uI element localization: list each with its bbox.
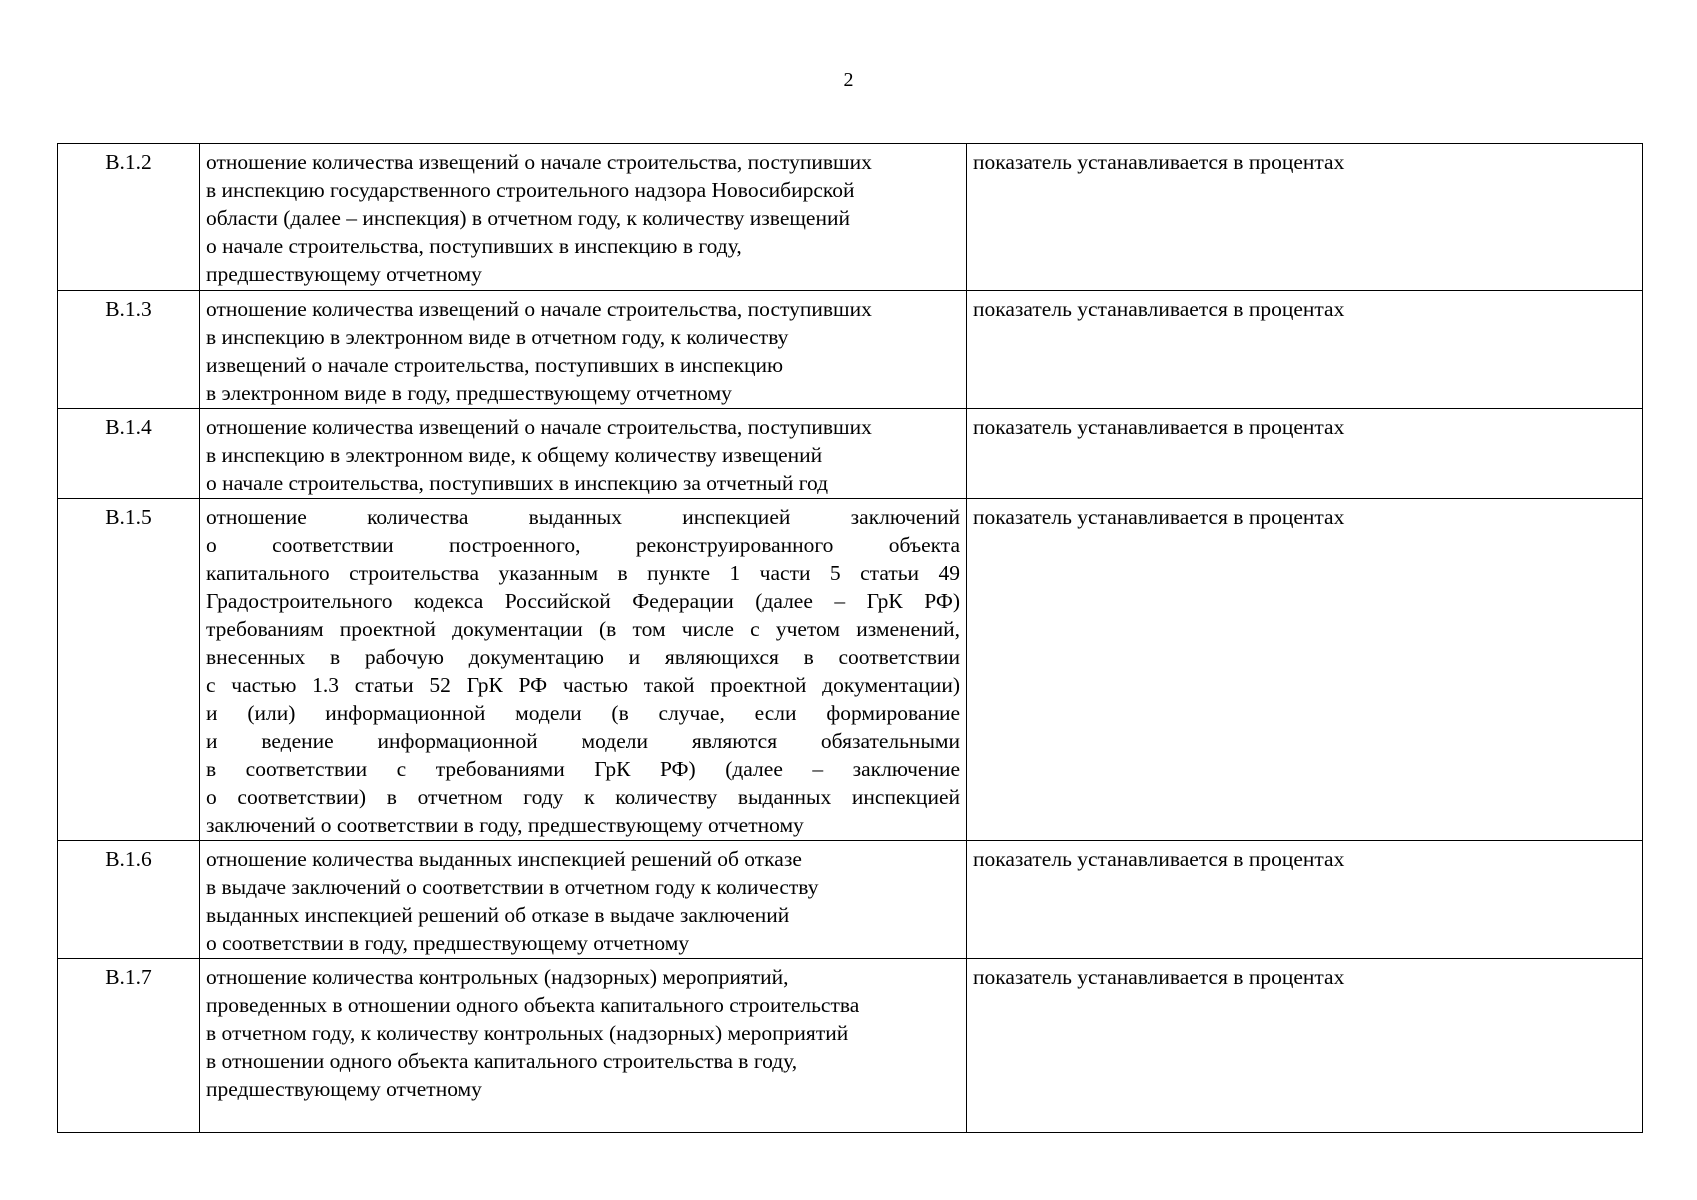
indicator-unit: показатель устанавливается в процентах <box>967 959 1643 1133</box>
indicator-description <box>200 291 967 409</box>
description-line: в выдаче заключений о соответствии в отчетном году к количеству <box>206 875 819 899</box>
description-line: отношение количества извещений о начале строительства, поступивших <box>206 415 872 439</box>
description-line: внесенных в рабочую документацию и являющихся в соответствии <box>206 645 960 669</box>
table-row <box>58 499 1643 841</box>
indicator-code: В.1.7 <box>58 959 200 1133</box>
description-line: отношение количества выданных инспекцией заключений <box>206 505 960 529</box>
description-line: о начале строительства, поступивших в инспекцию в году, <box>206 234 742 258</box>
description-line: извещений о начале строительства, поступивших в инспекцию <box>206 353 784 377</box>
table-row <box>58 409 1643 499</box>
indicators-table <box>57 143 1643 1133</box>
table-row <box>58 144 1643 291</box>
page-number: 2 <box>843 69 854 91</box>
description-line: капитального строительства указанным в пункте 1 части 5 статьи 49 <box>206 561 960 585</box>
description-line: и (или) информационной модели (в случае, если формирование <box>206 701 960 725</box>
description-line: Градостроительного кодекса Российской Федерации (далее – ГрК РФ) <box>206 589 960 613</box>
indicator-unit: показатель устанавливается в процентах <box>967 499 1643 841</box>
description-line: с частью 1.3 статьи 52 ГрК РФ частью такой проектной документации) <box>206 673 960 697</box>
description-line: заключений о соответствии в году, предшествующему отчетному <box>206 813 804 837</box>
indicator-code: В.1.3 <box>58 291 200 409</box>
description-line: в электронном виде в году, предшествующему отчетному <box>206 381 732 405</box>
description-line: области (далее – инспекция) в отчетном году, к количеству извещений <box>206 206 850 230</box>
indicator-description <box>200 959 967 1133</box>
description-line: выданных инспекцией решений об отказе в выдаче заключений <box>206 903 790 927</box>
description-line: о начале строительства, поступивших в инспекцию за отчетный год <box>206 471 829 495</box>
description-line: отношение количества контрольных (надзорных) мероприятий, <box>206 965 789 989</box>
description-line: отношение количества выданных инспекцией решений об отказе <box>206 847 802 871</box>
description-line: в отчетном году, к количеству контрольных (надзорных) мероприятий <box>206 1021 849 1045</box>
description-line: о соответствии построенного, реконструированного объекта <box>206 533 960 557</box>
indicator-description <box>200 144 967 291</box>
table-row <box>58 959 1643 1133</box>
description-line: требованиям проектной документации (в том числе с учетом изменений, <box>206 617 960 641</box>
indicator-code: В.1.5 <box>58 499 200 841</box>
table-row <box>58 291 1643 409</box>
indicator-description <box>200 841 967 959</box>
indicator-code: В.1.2 <box>58 144 200 291</box>
description-line: в отношении одного объекта капитального строительства в году, <box>206 1049 798 1073</box>
description-line: в инспекцию в электронном виде, к общему количеству извещений <box>206 443 823 467</box>
description-line: в соответствии с требованиями ГрК РФ) (далее – заключение <box>206 757 960 781</box>
indicator-code: В.1.6 <box>58 841 200 959</box>
description-line: в инспекцию в электронном виде в отчетном году, к количеству <box>206 325 789 349</box>
indicator-description <box>200 409 967 499</box>
indicator-unit: показатель устанавливается в процентах <box>967 841 1643 959</box>
indicator-unit: показатель устанавливается в процентах <box>967 291 1643 409</box>
description-line: в инспекцию государственного строительного надзора Новосибирской <box>206 178 855 202</box>
indicator-unit: показатель устанавливается в процентах <box>967 144 1643 291</box>
indicator-description <box>200 499 967 841</box>
indicator-unit: показатель устанавливается в процентах <box>967 409 1643 499</box>
description-line: предшествующему отчетному <box>206 1077 482 1101</box>
description-line: предшествующему отчетному <box>206 262 482 286</box>
description-line: отношение количества извещений о начале строительства, поступивших <box>206 150 872 174</box>
description-line: проведенных в отношении одного объекта капитального строительства <box>206 993 860 1017</box>
description-line: о соответствии) в отчетном году к количеству выданных инспекцией <box>206 785 960 809</box>
description-line: о соответствии в году, предшествующему отчетному <box>206 931 690 955</box>
description-line: отношение количества извещений о начале строительства, поступивших <box>206 297 872 321</box>
description-line: и ведение информационной модели являются обязательными <box>206 729 960 753</box>
indicator-code: В.1.4 <box>58 409 200 499</box>
table-row <box>58 841 1643 959</box>
